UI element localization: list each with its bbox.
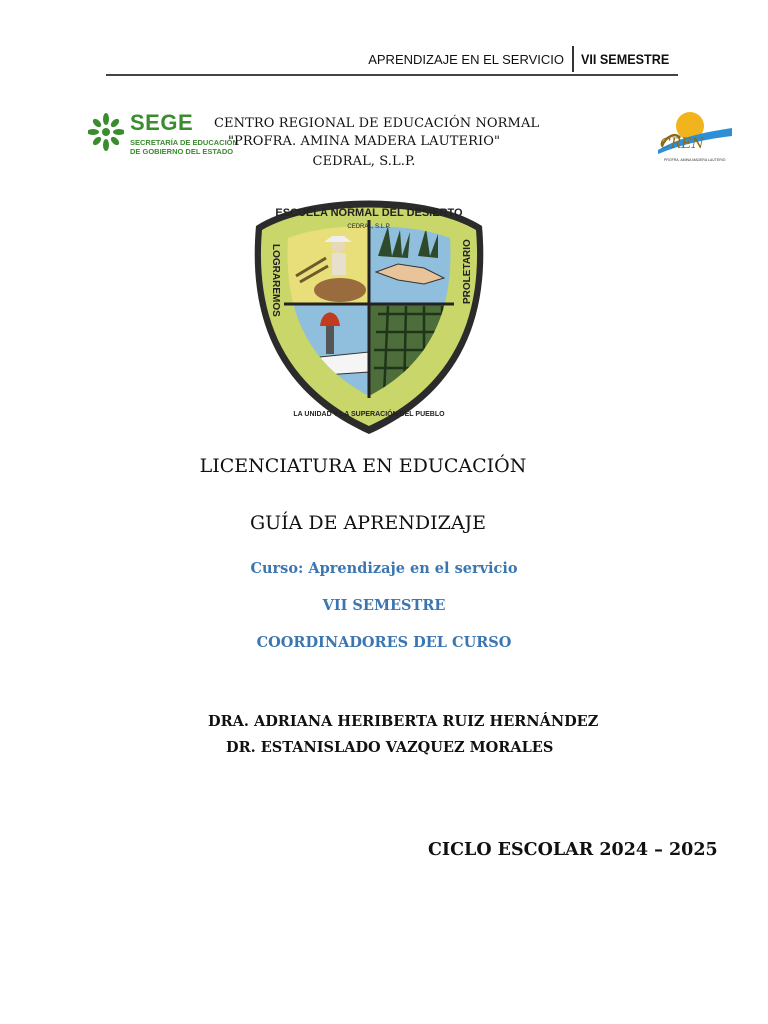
course-name: Curso: Aprendizaje en el servicio xyxy=(250,560,518,577)
coordinators-heading: COORDINADORES DEL CURSO xyxy=(256,634,512,651)
coordinator-name-2: DR. ESTANISLADO VAZQUEZ MORALES xyxy=(226,739,554,756)
institution-line-2: "PROFRA. AMINA MADERA LAUTERIO" xyxy=(227,134,501,149)
sege-emblem-icon xyxy=(88,112,124,152)
degree-title: LICENCIATURA EN EDUCACIÓN xyxy=(199,455,527,477)
sege-title: SEGE xyxy=(130,110,194,135)
header-semester: VII SEMESTRE xyxy=(581,51,670,67)
guide-title: GUÍA DE APRENDIZAJE xyxy=(249,512,487,534)
shield-top-text: ESCUELA NORMAL DEL DESIERTO xyxy=(275,207,463,219)
school-shield-crest xyxy=(248,186,490,438)
course-semester: VII SEMESTRE xyxy=(322,597,446,614)
header-course-title: APRENDIZAJE EN EL SERVICIO xyxy=(368,52,564,67)
sege-subtitle-line1: SECRETARÍA DE EDUCACIÓN xyxy=(130,138,238,147)
cren-logo xyxy=(652,106,734,170)
header-rule xyxy=(106,74,678,76)
cren-mark-text: CREN xyxy=(660,136,704,152)
shield-right-text: PROLETARIO xyxy=(462,239,473,304)
page-header xyxy=(108,44,678,74)
shield-left-text: LOGRAREMOS xyxy=(270,244,281,317)
header-separator xyxy=(572,46,574,72)
shield-place-text: CEDRAL, S.L.P. xyxy=(347,224,391,230)
coordinator-name-1: DRA. ADRIANA HERIBERTA RUIZ HERNÁNDEZ xyxy=(208,713,599,730)
school-cycle: CICLO ESCOLAR 2024 – 2025 xyxy=(428,840,718,860)
institution-line-1: CENTRO REGIONAL DE EDUCACIÓN NORMAL xyxy=(214,116,540,131)
institution-line-3: CEDRAL, S.L.P. xyxy=(312,154,416,169)
cren-emblem-icon xyxy=(652,106,734,162)
sege-subtitle-line2: DE GOBIERNO DEL ESTADO xyxy=(130,147,234,156)
cren-tagline: PROFRA. AMINA MADERA LAUTERIO xyxy=(664,158,726,162)
shield-bottom-text: LA UNIDAD Y LA SUPERACIÓN DEL PUEBLO xyxy=(293,411,445,418)
